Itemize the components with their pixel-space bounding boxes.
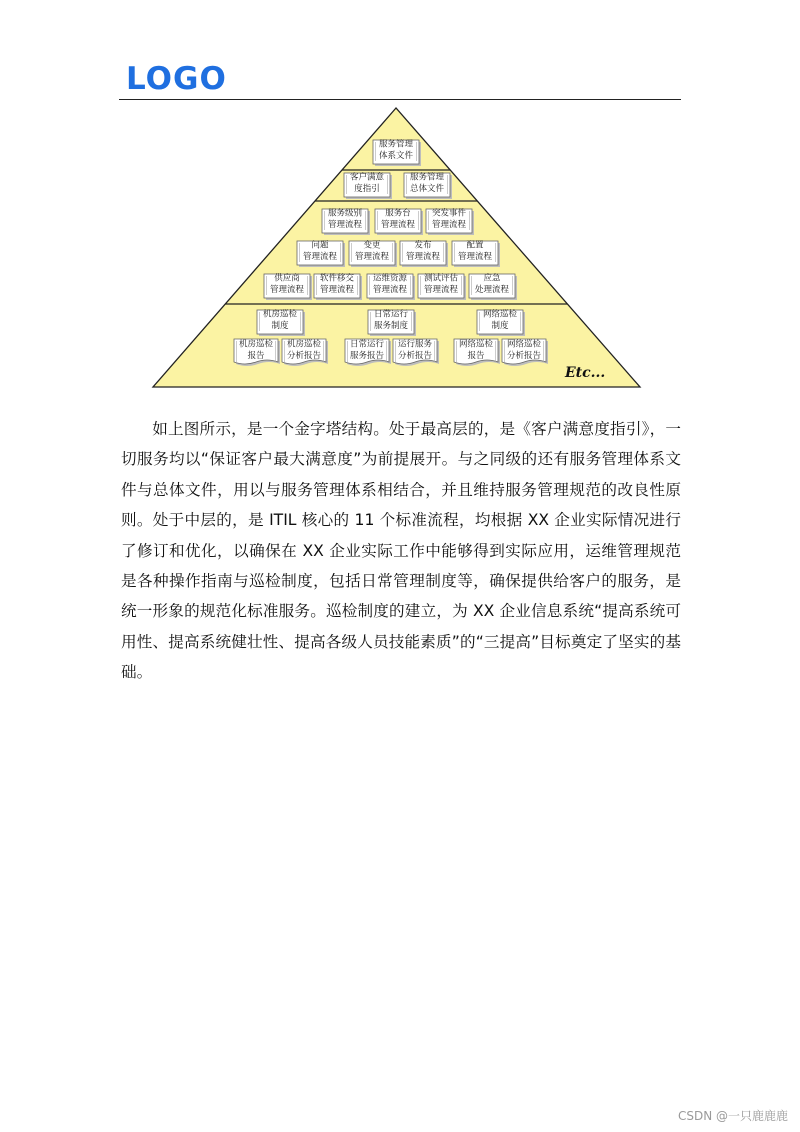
process-box-r3-c3	[367, 273, 415, 301]
regulation-box-2-label: 日常运行	[373, 309, 409, 320]
report-doc-2-1-label: 日常运行	[349, 339, 385, 350]
process-box-r3-c5	[469, 273, 517, 301]
process-box-r2-c2-label: 变更	[363, 240, 381, 251]
process-box-r2-c3-label: 管理流程	[405, 252, 441, 262]
process-box-r2-c2	[349, 240, 397, 268]
report-doc-3-1-label: 报告	[467, 351, 485, 361]
process-box-r1-c3-label: 管理流程	[431, 220, 467, 230]
report-doc-3-2	[502, 339, 548, 367]
top-box-1-label: 服务管理	[378, 139, 414, 150]
report-doc-3-2-label: 分析报告	[506, 351, 542, 361]
report-doc-1-1-label: 机房巡检	[238, 339, 274, 350]
regulation-box-1-label: 机房巡检	[262, 309, 298, 320]
process-box-r3-c4-label: 管理流程	[423, 285, 459, 295]
report-doc-3-1-label: 网络巡检	[458, 339, 494, 350]
second-box-2	[404, 172, 452, 200]
process-box-r1-c1	[322, 208, 370, 236]
process-box-r2-c1-label: 管理流程	[302, 252, 338, 262]
second-box-1-label: 客户满意	[349, 172, 385, 183]
logo: LOGO	[126, 61, 227, 97]
process-box-r2-c3-label: 发布	[414, 240, 432, 251]
regulation-box-1-label: 制度	[271, 321, 289, 331]
process-box-r3-c4-label: 测试评估	[423, 273, 459, 284]
report-doc-1-2-label: 机房巡检	[286, 339, 322, 350]
second-box-1-label: 度指引	[354, 184, 380, 194]
process-box-r3-c3-label: 运维资源	[372, 273, 408, 284]
process-box-r2-c1	[297, 240, 345, 268]
process-box-r2-c4-label: 配置	[466, 240, 484, 251]
process-box-r1-c1-label: 管理流程	[327, 220, 363, 230]
report-doc-1-1-label: 报告	[247, 351, 265, 361]
report-doc-2-1-label: 服务报告	[349, 351, 385, 361]
report-doc-1-2-label: 分析报告	[286, 351, 322, 361]
process-box-r3-c4	[418, 273, 466, 301]
process-box-r1-c2	[375, 208, 423, 236]
process-box-r2-c1-label: 问题	[311, 240, 329, 251]
report-doc-1-1	[234, 339, 280, 367]
process-box-r1-c3	[426, 208, 474, 236]
report-doc-2-1	[345, 339, 391, 367]
process-box-r2-c3	[400, 240, 448, 268]
second-box-2-label: 服务管理	[409, 172, 445, 183]
process-box-r3-c1-label: 供应商	[274, 273, 300, 284]
report-doc-1-2	[282, 339, 328, 367]
process-box-r2-c4-label: 管理流程	[457, 252, 493, 262]
second-box-2-label: 总体文件	[409, 184, 445, 194]
pyramid-diagram	[0, 0, 800, 400]
regulation-box-2	[368, 309, 416, 337]
regulation-box-2-label: 服务制度	[373, 321, 409, 331]
report-doc-2-2-label: 分析报告	[397, 351, 433, 361]
body-paragraph: 如上图所示，是一个金字塔结构。处于最高层的，是《客户满意度指引》，一切服务均以“保证客户最大满意度”为前提展开。与之同级的还有服务管理体系文件与总体文件，用以与服务管理体系相结合，并且维持服务管理规范的改良性原则。处于中层的，是 ITIL 核心的 11 个标准流程，均根据 XX 企业实际情况进行了修订和优化，以确保在 XX 企业实际工作中能够得到实际应用，运维管理规范是各种操作指南与巡检制度，包括日常管理制度等，确保提供给客户的服务，是统一形象的规范化标准服务。巡检制度的建立，为 XX 企业信息系统“提高系统可用性、提高系统健壮性、提高各级人员技能素质”的“三提高”目标奠定了坚实的基础。	[121, 420, 681, 682]
process-box-r3-c2-label: 软件移交	[319, 273, 355, 284]
process-box-r1-c1-label: 服务级别	[327, 208, 363, 219]
watermark: CSDN @一只鹿鹿鹿	[677, 1109, 788, 1123]
regulation-box-3	[477, 309, 525, 337]
process-box-r3-c2	[314, 273, 362, 301]
process-box-r2-c4	[452, 240, 500, 268]
regulation-box-1	[257, 309, 305, 337]
regulation-box-3-label: 网络巡检	[482, 309, 518, 320]
report-doc-2-2-label: 运行服务	[397, 339, 433, 350]
top-box-1-label: 体系文件	[378, 151, 414, 161]
report-doc-2-2	[393, 339, 439, 367]
process-box-r3-c1	[264, 273, 312, 301]
process-box-r3-c2-label: 管理流程	[319, 285, 355, 295]
process-box-r1-c3-label: 突发事件	[431, 208, 467, 219]
regulation-box-3-label: 制度	[491, 321, 509, 331]
etc-label: Etc...	[565, 365, 606, 381]
process-box-r3-c5-label: 处理流程	[474, 285, 510, 295]
process-box-r1-c2-label: 管理流程	[380, 220, 416, 230]
second-box-1	[344, 172, 392, 200]
report-doc-3-2-label: 网络巡检	[506, 339, 542, 350]
process-box-r2-c2-label: 管理流程	[354, 252, 390, 262]
top-box-1	[373, 139, 421, 167]
process-box-r3-c5-label: 应急	[483, 273, 501, 284]
report-doc-3-1	[454, 339, 500, 367]
process-box-r3-c1-label: 管理流程	[269, 285, 305, 295]
process-box-r3-c3-label: 管理流程	[372, 285, 408, 295]
process-box-r1-c2-label: 服务台	[385, 208, 411, 219]
